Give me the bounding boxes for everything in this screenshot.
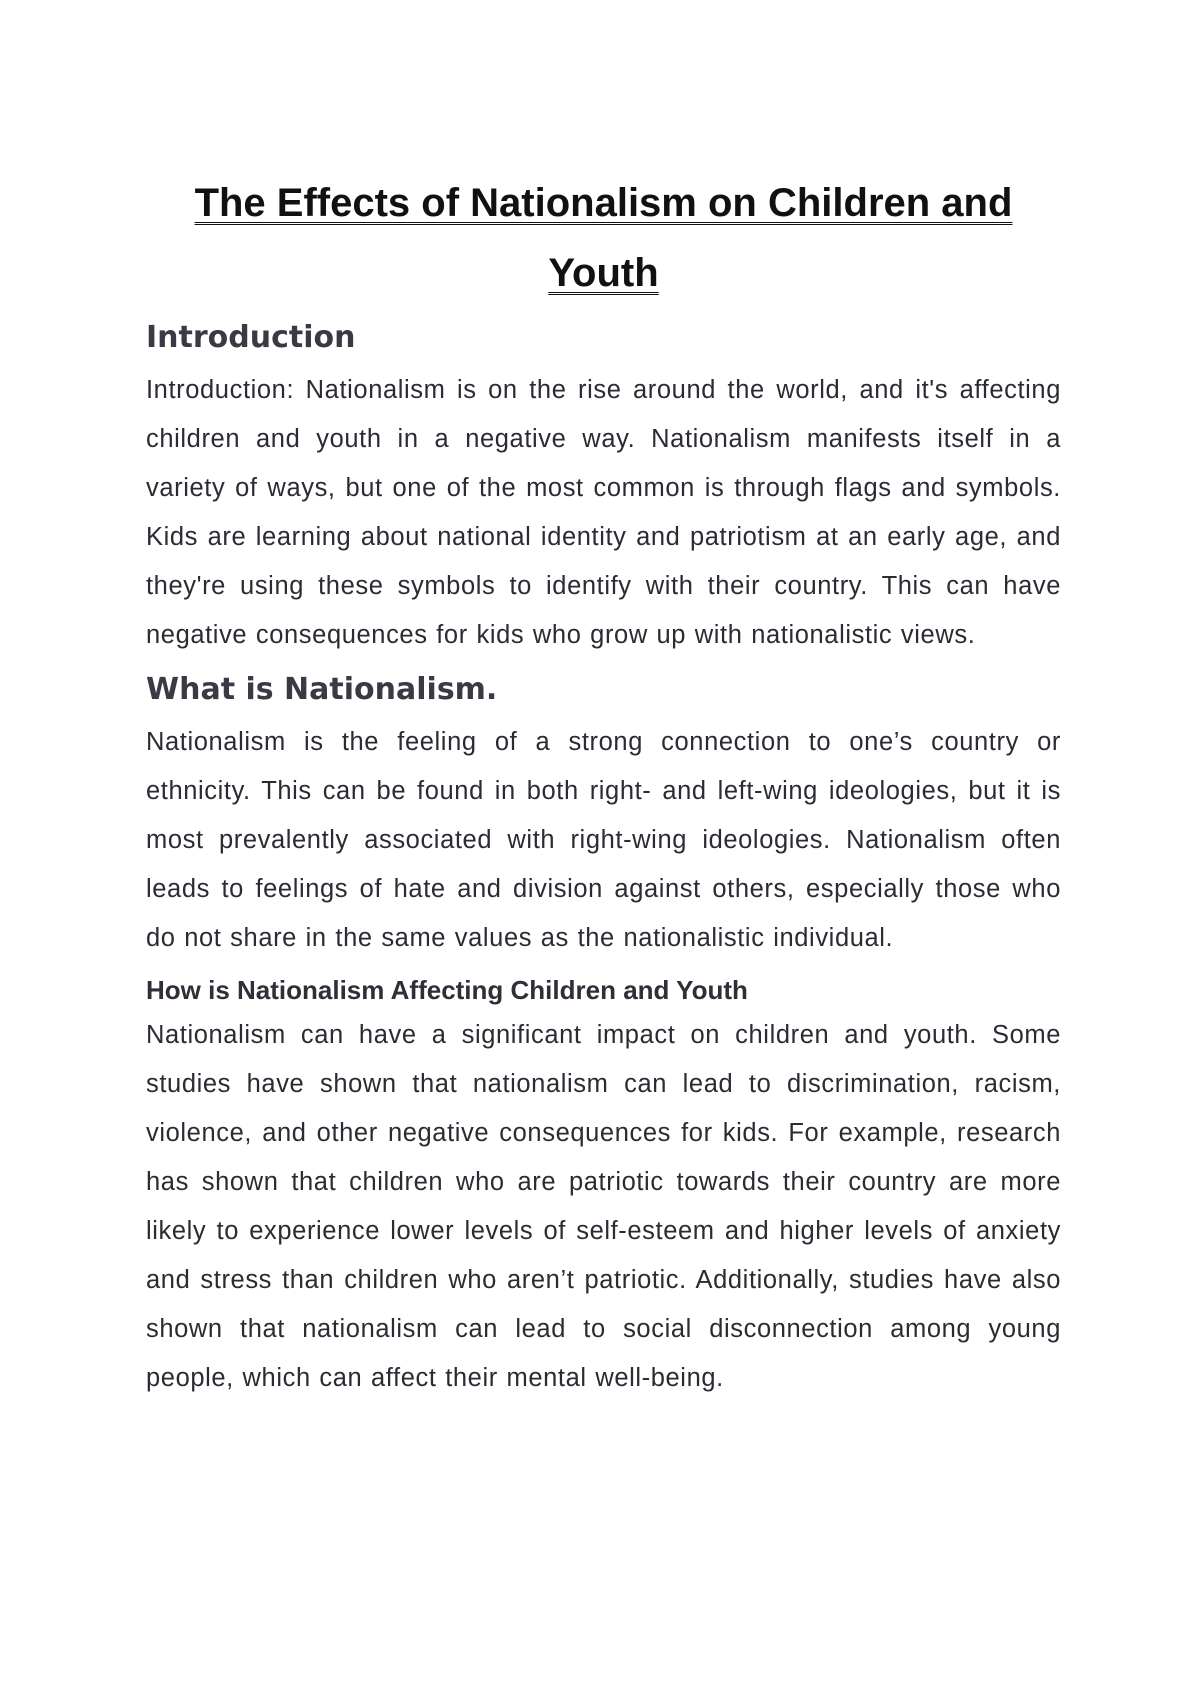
section-body-introduction: Introduction: Nationalism is on the rise around the world, and it's affecting children and youth in a negative way. Nationalism manifests itself in a variety of ways, but one of the most common is through flags and symbols. Kids are learning about national identity and patriotism at an early age, and they're using these symbols to identify with their country. This can have negative consequences for kids who grow up with nationalistic views. xyxy=(146,376,1061,649)
section-body-effects-on-youth: Nationalism can have a significant impact on children and youth. Some studies have shown that nationalism can lead to discrimination, racism, violence, and other negative consequences for kids. For example, research has shown that children who are patriotic towards their country are more likely to experience lower levels of self-esteem and higher levels of anxiety and stress than children who aren’t patriotic. Additionally, studies have also shown that nationalism can lead to social disconnection among young people, which can affect their mental well-being. xyxy=(146,1021,1061,1392)
section-body-what-is-nationalism: Nationalism is the feeling of a strong connection to one’s country or ethnicity. This can be found in both right- and left-wing ideologies, but it is most prevalently associated with right-wing ideologies. Nationalism often leads to feelings of hate and division against others, especially those who do not share in the same values as the nationalistic individual. xyxy=(146,728,1061,952)
section-heading-effects-on-youth: How is Nationalism Affecting Children and Youth xyxy=(146,975,748,1005)
document-page xyxy=(146,168,1061,1403)
section-heading-introduction: Introduction xyxy=(146,320,356,355)
section-heading-what-is-nationalism: What is Nationalism. xyxy=(146,672,498,707)
document-title: The Effects of Nationalism on Children and Youth xyxy=(194,181,1013,295)
